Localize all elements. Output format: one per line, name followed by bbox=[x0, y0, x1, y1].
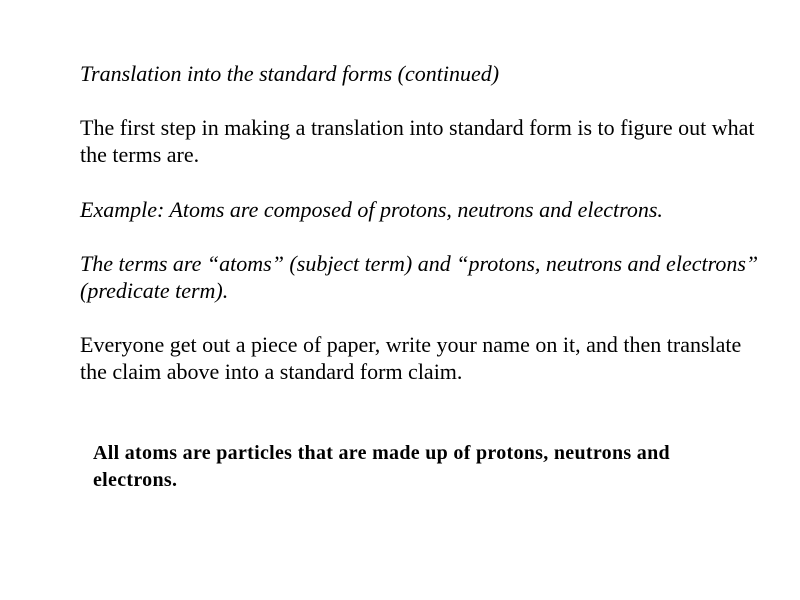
slide-title: Translation into the standard forms (continued) bbox=[80, 61, 500, 86]
intro-paragraph: The first step in making a translation into standard form is to figure out what the terms are. bbox=[80, 115, 755, 167]
example-sentence: Example: Atoms are composed of protons, neutrons and electrons. bbox=[80, 197, 663, 222]
standard-form-answer: All atoms are particles that are made up of protons, neutrons and electrons. bbox=[93, 442, 670, 491]
terms-explanation: The terms are “atoms” (subject term) and “protons, neutrons and electrons” (predicate term). bbox=[80, 251, 759, 303]
instruction-paragraph: Everyone get out a piece of paper, write your name on it, and then translate the claim above into a standard form claim. bbox=[80, 332, 742, 384]
